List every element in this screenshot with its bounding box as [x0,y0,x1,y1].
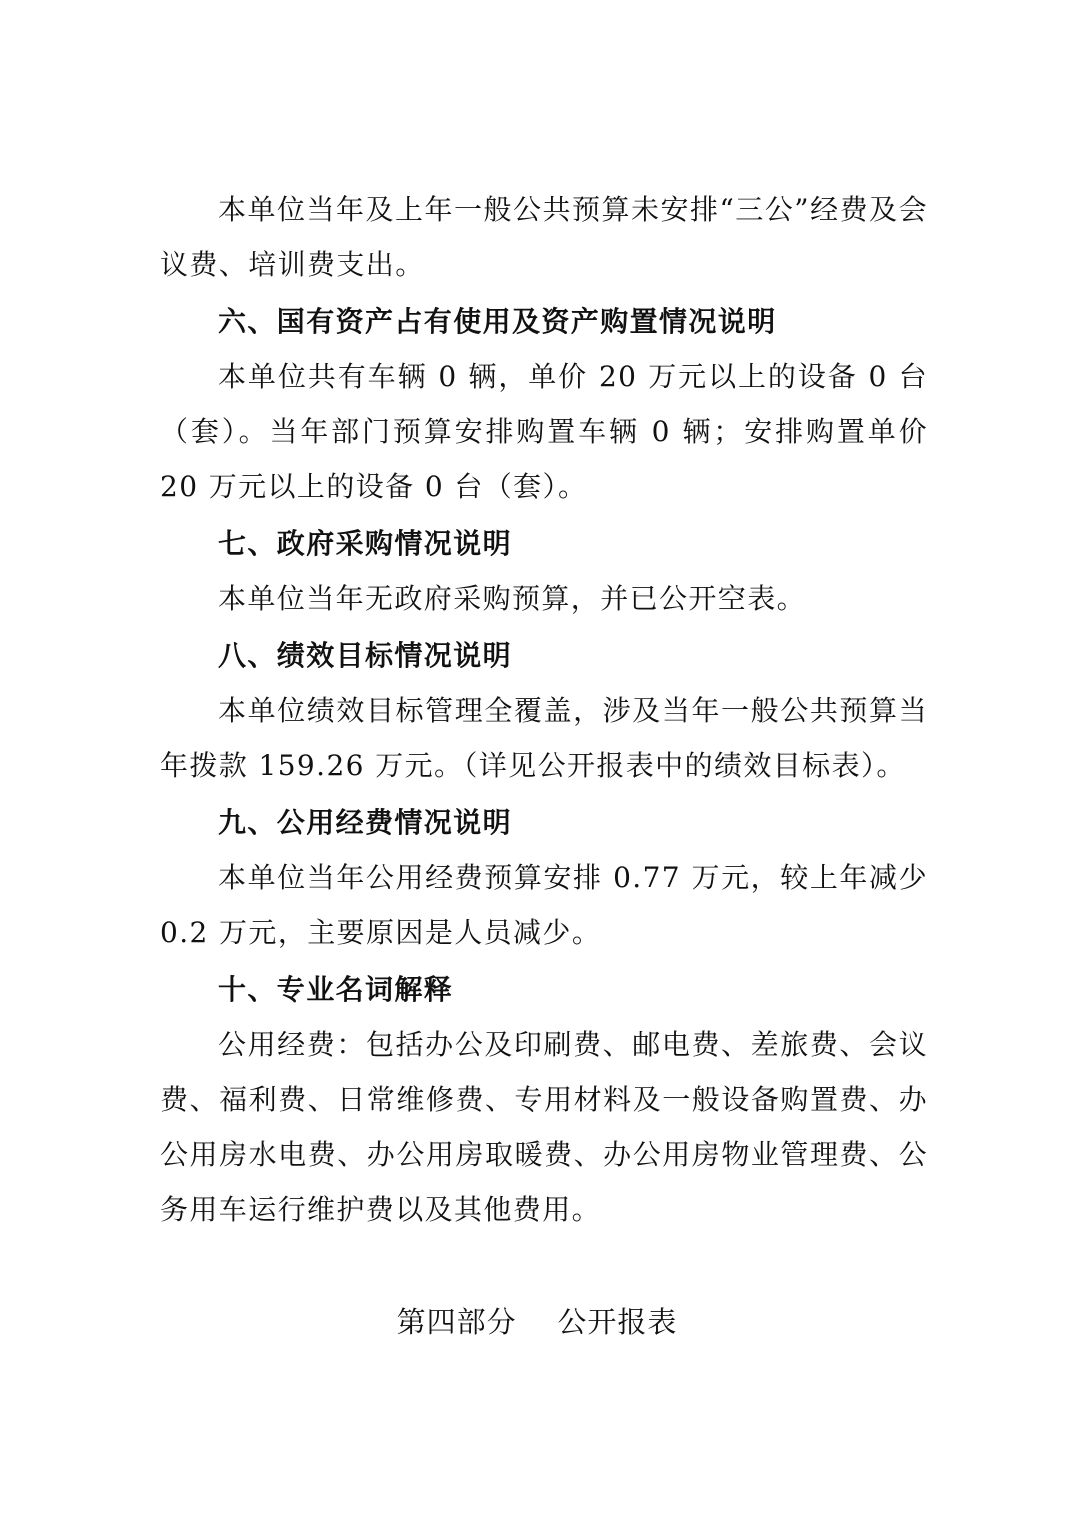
section-heading-public-funds: 九、公用经费情况说明 [218,806,513,839]
assets-paragraph: 本单位共有车辆 0 辆，单价 20 万元以上的设备 0 台（套）。当年部门预算安排购置车辆 0 辆；安排购置单价 20 万元以上的设备 0 台（套）。 [160,360,928,503]
section-heading-procurement: 七、政府采购情况说明 [218,527,513,560]
performance-paragraph: 本单位绩效目标管理全覆盖，涉及当年一般公共预算当年拨款 159.26 万元。（详见公开报表中的绩效目标表）。 [160,694,928,782]
section-heading-glossary: 十、专业名词解释 [218,973,454,1006]
sanggong-paragraph: 本单位当年及上年一般公共预算未安排“三公”经费及会议费、培训费支出。 [160,193,928,281]
procurement-paragraph: 本单位当年无政府采购预算，并已公开空表。 [218,582,807,615]
document-body [160,182,928,1237]
section-heading-performance: 八、绩效目标情况说明 [218,639,513,672]
section-heading-assets: 六、国有资产占有使用及资产购置情况说明 [218,305,777,338]
public-funds-paragraph: 本单位当年公用经费预算安排 0.77 万元，较上年减少 0.2 万元，主要原因是人员减少。 [160,861,928,949]
glossary-paragraph: 公用经费：包括办公及印刷费、邮电费、差旅费、会议费、福利费、日常维修费、专用材料及一般设备购置费、办公用房水电费、办公用房取暖费、办公用房物业管理费、公务用车运行维护费以及其他费用。 [160,1028,928,1226]
part-title: 第四部分 公开报表 [396,1305,678,1339]
